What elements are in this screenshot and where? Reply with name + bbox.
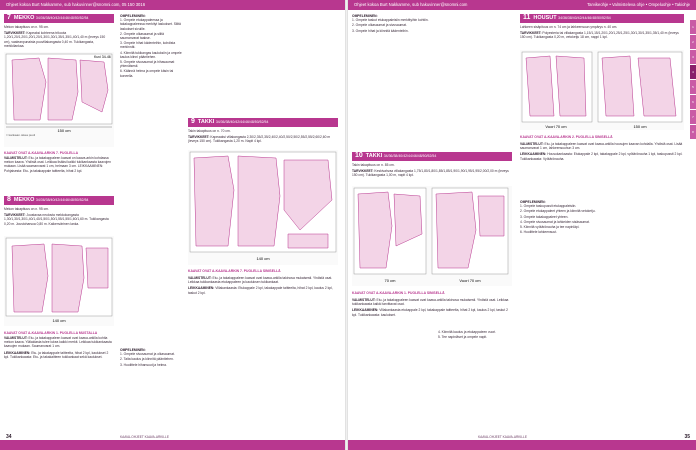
section-7-steps: OMPELEMINEN: 1. Ompele etukappaleessa ja takakappaleessa merkityt laskokset. Silitä laskokset sivuille. 2. Ompele olkasaumat ja silitä saumanvarat taakse. 3. Ompele hihat kädenteihin, kohdista merkinnät. 4. Kiinnitä tukikangas kauluksiin ja ompele kaulus kiinni pääntiehen. 5. Ompele sivusaumat ja hihasaumat yhtenäisesti. 6. Käännä helma ja ompele käsin tai koneella. bbox=[120, 14, 182, 78]
section-10: 10 TAKKI 34/36/38/40/42/44/46/48/50/52/54 Takin takapituus on n. 85 cm. TARVIKKEET: Keskivahvaa villakangasta 1,75/1,80/1,80/1,85/1,85/1,90/1,90/1,95/1,95/2,00/2,00 m (leveys 150 cm). Tukikangasta 1,00 m, napit 4 kpl. bbox=[352, 152, 512, 180]
right-bottombar bbox=[348, 440, 696, 450]
section-11-header: 11 HOUSUT 34/36/38/40/42/44/46/48/50/52/54 bbox=[520, 14, 684, 23]
section-9-header: 9 TAKKI 34/36/38/40/42/44/46/48/50/52/54 bbox=[188, 118, 338, 127]
section-9-caption: KAAVAT OVAT A-KAAVA-ARKIN 7. PUOLELLA SINISELLÄ bbox=[188, 269, 281, 273]
section-8-prep: VALMISTELUT: Etu- ja takakappaleen kaavat ovat kaava-arkilla kohtia mekon kaava. Ylälaidasta tulee lukea kaikki merkit. Leikkaa tukikankaasta kaavojen mukaan. Saumanvarat 1 cm. LEIKKAAMINEN: Etu- ja takakappale taitteelta, hihat 2 kpl, kaulukset 2 kpl. Tukikankaasta: Etu- ja takakaitteen tukikankaat sekä kaulukset. bbox=[4, 336, 112, 359]
left-bottombar bbox=[0, 440, 345, 450]
cutting-layout-11 bbox=[520, 50, 684, 130]
svg-text:70 cm: 70 cm bbox=[384, 278, 396, 283]
section-9-steps-continued: OMPELEMINEN: 1. Ompele taskut etukappaleisiin merkittyihin kohtiin. 2. Ompele olkasaumat ja sivusaumat. 3. Ompele hihat ja kiinnitä kädenteihin. bbox=[352, 14, 429, 33]
section-8-caption: KAAVAT OVAT A-KAAVA-ARKIN 1. PUOLELLA MUSTALLA bbox=[4, 331, 98, 335]
cutting-layout-8 bbox=[4, 236, 114, 326]
right-page bbox=[348, 0, 696, 450]
left-topbar: Ohjeet kokoa Burt Nakkamme, sub hakuvinner@snomni.com, 05 150 3016 bbox=[0, 0, 345, 10]
section-8-header: 8 MEKKO 34/36/38/40/42/44/46/48/50/52/54 bbox=[4, 196, 114, 205]
cutting-layout-10 bbox=[352, 186, 512, 286]
right-topbar: Ohjeet kokoa Burt Nakkamme, sub hakuvinner@snomni.com Tarvikeohje • Valmisteleva ohje • Ompeluohje • Takiohje bbox=[348, 0, 696, 10]
section-7-codes: 34/36/38/40/42/44/46/48/50/52/54 bbox=[35, 16, 89, 21]
left-footer: KAAVA-OHJEET KAAVA-ARKILLE bbox=[120, 435, 169, 439]
section-11-steps: OMPELEMINEN: 1. Ompele taskupussit etukappaleisiin. 2. Ompele etukappaleet yhteen ja kiinnitä vetoketju. 3. Ompele takakappaleet yhteen. 4. Ompele sivusaumat ja lahkeiden sisäsaumat. 5. Kiinnitä vyötärönauha ja tee napinläpi. 6. Huolittele lahkeensuut. bbox=[520, 200, 596, 235]
chapter-tab[interactable]: 3 bbox=[690, 50, 696, 64]
right-page-number: 35 bbox=[684, 434, 690, 440]
cutting-layout-9 bbox=[188, 150, 338, 265]
section-10-header: 10 TAKKI 34/36/38/40/42/44/46/48/50/52/54 bbox=[352, 152, 512, 161]
svg-text:140 cm: 140 cm bbox=[256, 256, 270, 261]
section-11-caption: KAAVAT OVAT A-KAAVA-ARKIN 2. PUOLELLA SINISELLÄ bbox=[520, 135, 613, 139]
section-9: 9 TAKKI 34/36/38/40/42/44/46/48/50/52/54 Takin takapituus on n. 70 cm. TARVIKKEET: Kapeaaksi villakangasta 2,30/2,35/2,35/2,40/2,40/2,50/2,50/2,55/2,55/2,60/2,60 m (leveys 150 cm). Tukikangasta 1,20 m. Napit 4 kpl. bbox=[188, 118, 338, 146]
chapter-tab[interactable]: 6 bbox=[690, 95, 696, 109]
chapter-tab[interactable]: 2 bbox=[690, 35, 696, 49]
fig7-width-label: 150 cm bbox=[57, 128, 71, 133]
section-8-steps: OMPELEMINEN: 1. Ompele sivusaumat ja olkasaumat. 2. Taita kaulus ja kiinnitä pääntiehen. 3. Huolittele hihansuut ja helma. bbox=[120, 348, 175, 367]
chapter-tab[interactable]: 1 bbox=[690, 20, 696, 34]
chapter-tab[interactable]: 5 bbox=[690, 80, 696, 94]
section-10-caption: KAAVAT OVAT A-KAAVA-ARKIN 1. PUOLELLA SINISELLÄ bbox=[352, 291, 445, 295]
section-7-header bbox=[4, 14, 114, 23]
section-8: 8 MEKKO 34/36/38/40/42/44/46/48/50/52/54 Mekon takapituus on n. 95 cm. TARVIKKEET: Joustavaa neulosta mekkokangasta 1,30/1,30/1,30/1,40/1,40/1,50/1,50/1,55/1,55/1,60/1,60 m. Tukikangasta 0,20 m. Joustoharsoa 0,80 m. Kaikenvärinen lanka. bbox=[4, 196, 114, 228]
section-7-text: Mekon takapituus on n. 95 cm. bbox=[4, 25, 49, 29]
chapter-tab[interactable]: 8 bbox=[690, 125, 696, 139]
fig7-size-label: Kuvi 34-46 bbox=[94, 55, 111, 59]
section-7-materials: TARVIKKEET: Kapeaksi kohteena trikoota 1,20/1,20/1,20/1,20/1,20/1,30/1,30/1,35/1,35/1,40/1,40 m (leveys 150 cm), vaaleanpunaista puuvillakangasta 0,40 m. Tukikangasta, merkkilankaa. bbox=[4, 31, 106, 48]
section-11-prep: VALMISTELUT: Etu- ja takakappaleen kaavat ovat kaava-arkilla housujen kaavan kohdalla. Yhdistä osat. Lisää saumanvarat 1 cm, lahkeensuuhun 3 cm. LEIKKAAMINEN: Housukankaasta: Etukappale 2 kpl, takakappale 2 kpl, vyötärönauha 1 kpl, taskupussit 2 kpl. Tukikankaasta: Vyötärönauha. bbox=[520, 142, 683, 161]
section-11: 11 HOUSUT 34/36/38/40/42/44/46/48/50/52/54 Lahkeen sisäpituus on n. 74 cm ja lahkeensuun ympärys n. 40 cm. TARVIKKEET: Polyesteria tai villakangasta 1,15/1,15/1,20/1,20/1,25/1,25/1,30/1,30/1,35/1,35/1,40 m (leveys 150 cm). Tukikangasta 0,20 m, vetoketju 18 cm, nappi 1 kpl. bbox=[520, 14, 684, 42]
section-7-caption: KAAVAT OVAT A-KAAVA-ARKIN 7. PUOLELLA bbox=[4, 151, 79, 155]
section-7 bbox=[4, 14, 114, 50]
chapter-tab[interactable]: 7 bbox=[690, 110, 696, 124]
svg-text:Vuori 70 cm: Vuori 70 cm bbox=[459, 278, 481, 283]
svg-text:150 cm: 150 cm bbox=[633, 124, 647, 129]
left-page bbox=[0, 0, 345, 450]
section-10-steps: 4. Kiinnitä kaulus ja etukappaleen vuori. 5. Tee napinlävet ja ompele napit. bbox=[438, 330, 497, 340]
chapter-tab-active[interactable]: 4 bbox=[690, 65, 696, 79]
left-page-number: 34 bbox=[6, 434, 12, 440]
section-9-prep: VALMISTELUT: Etu- ja takakappaleen kaavat ovat kaava-arkilla takinosa mukaisesti. Yhdistä osat. Leikkaa tukikankaasta etukappaleen ja kauluksen tukikankaat. LEIKKAAMINEN: Villakankaasta: Etukappale 2 kpl, takakappale taitteelta, hihat 2 kpl, kaulus 2 kpl, taskut 2 kpl. bbox=[188, 276, 333, 295]
section-10-prep: VALMISTELUT: Etu- ja takakappaleen kaavat ovat kaava-arkilla takinosa mukaisesti. Yhdistä osat. Leikkaa tukikankaasta kaikki tarvittavat osat. LEIKKAAMINEN: Villakankaasta etukappale 2 kpl, takakappale taitteelta, hihat 2 kpl, kaulus 2 kpl, taskut 2 kpl. Tukikankaasta: kaulukset. bbox=[352, 298, 509, 317]
cutting-layout-7 bbox=[4, 52, 114, 147]
right-footer: KAAVA-OHJEET KAAVA-ARKILLE bbox=[478, 435, 527, 439]
svg-text:140 cm: 140 cm bbox=[52, 318, 66, 323]
section-7-number: 7 bbox=[7, 14, 11, 22]
chapter-tabs bbox=[690, 20, 696, 139]
section-7-prep: VALMISTELUT: Etu- ja takakappaleen kaavat on kaava-arkin kohdassa mekon kaava. Yhdistä osat. Leikkaa lisäksi kaikki tukikankaasta kaavojen mukaan. Lisää saumanvarat 1 cm, helmaan 3 cm. LEIKKAAMINEN: Pohjaisesta: Etu- ja takakappale taitteelta, hihat 2 kpl. bbox=[4, 156, 111, 173]
section-7-title: MEKKO bbox=[13, 15, 35, 22]
svg-text:Vuori 70 cm: Vuori 70 cm bbox=[545, 124, 567, 129]
fig7-legend: = kankaan oikea puoli bbox=[6, 133, 36, 137]
